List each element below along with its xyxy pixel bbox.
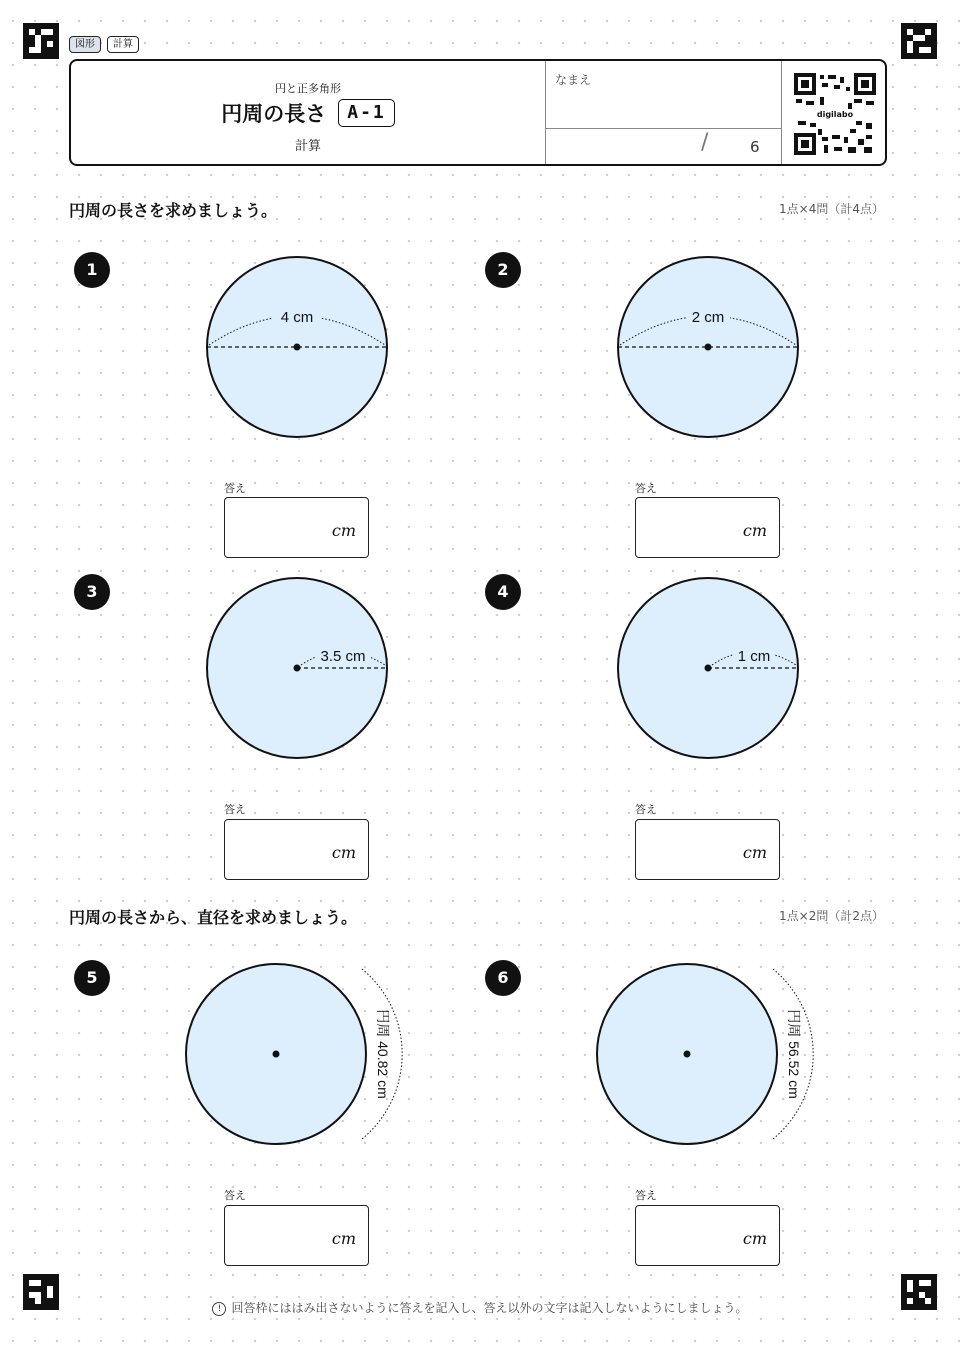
problem-3-number: 3 (74, 574, 110, 610)
problem-2-circle (608, 247, 808, 447)
worksheet-subtitle: 円と正多角形 (275, 82, 341, 95)
problem-3-circle (197, 568, 397, 768)
tag-group (69, 36, 139, 53)
section-1-points: 1点×4問（計4点） (779, 202, 884, 216)
name-label: なまえ (555, 73, 592, 87)
score-slash: / (701, 130, 709, 155)
worksheet-category: 計算 (294, 139, 321, 154)
problem-2-answer-box[interactable] (635, 497, 780, 558)
problem-5-answer-label: 答え (224, 1189, 246, 1202)
qr-area (781, 61, 886, 164)
footer-text: 回答枠にははみ出さないように答えを記入し、答え以外の文字は記入しないようにしましょう。 (231, 1301, 748, 1315)
problem-6-answer-box[interactable] (635, 1205, 780, 1266)
problem-1-circle (197, 247, 397, 447)
tag-shape: 図形 (69, 36, 101, 53)
section-2-title: 円周の長さから、直径を求めましょう。 (69, 908, 358, 927)
problem-4-unit: cm (742, 843, 767, 862)
problem-1-answer-label: 答え (224, 482, 246, 495)
section-1-title: 円周の長さを求めましょう。 (69, 201, 278, 220)
problem-2-unit: cm (742, 521, 767, 540)
problem-2-answer-label: 答え (635, 482, 657, 495)
problem-6-answer-label: 答え (635, 1189, 657, 1202)
worksheet-header (69, 59, 887, 166)
section-2-points: 1点×2問（計2点） (779, 909, 884, 923)
problem-6-unit: cm (742, 1229, 767, 1248)
corner-marker-top-left (23, 23, 59, 59)
problem-1-unit: cm (331, 521, 356, 540)
problem-4-circle (608, 568, 808, 768)
problem-5-circle (176, 954, 416, 1154)
problem-3-label: 3.5 cm (320, 648, 366, 665)
problem-2-label: 2 cm (691, 309, 725, 326)
problem-4-answer-label: 答え (635, 803, 657, 816)
problem-2-number: 2 (485, 252, 521, 288)
title-area (71, 61, 546, 164)
problem-6-circle (587, 954, 827, 1154)
problem-6-label: 円周 56.52 cm (786, 1009, 802, 1099)
worksheet-title: 円周の長さ (221, 102, 327, 126)
problem-5-number: 5 (74, 960, 110, 996)
name-field[interactable] (545, 61, 781, 129)
problem-5-unit: cm (331, 1229, 356, 1248)
score-total: 6 (750, 138, 760, 156)
problem-1-answer-box[interactable] (224, 497, 369, 558)
footer-note (0, 1299, 960, 1316)
problem-5-answer-box[interactable] (224, 1205, 369, 1266)
problem-3-answer-box[interactable] (224, 819, 369, 880)
problem-4-answer-box[interactable] (635, 819, 780, 880)
svg-text:digilabo: digilabo (816, 110, 854, 119)
info-icon: ! (212, 1302, 226, 1316)
problem-3-answer-label: 答え (224, 803, 246, 816)
problem-1-number: 1 (74, 252, 110, 288)
problem-4-number: 4 (485, 574, 521, 610)
problem-4-label: 1 cm (737, 648, 771, 665)
score-field[interactable] (545, 128, 781, 164)
worksheet-code: A-1 (338, 99, 395, 127)
problem-3-unit: cm (331, 843, 356, 862)
tag-calc: 計算 (107, 36, 139, 53)
corner-marker-top-right (901, 23, 937, 59)
problem-5-label: 円周 40.82 cm (375, 1009, 391, 1099)
problem-6-number: 6 (485, 960, 521, 996)
qr-code-icon (794, 73, 876, 155)
problem-1-label: 4 cm (280, 309, 314, 326)
